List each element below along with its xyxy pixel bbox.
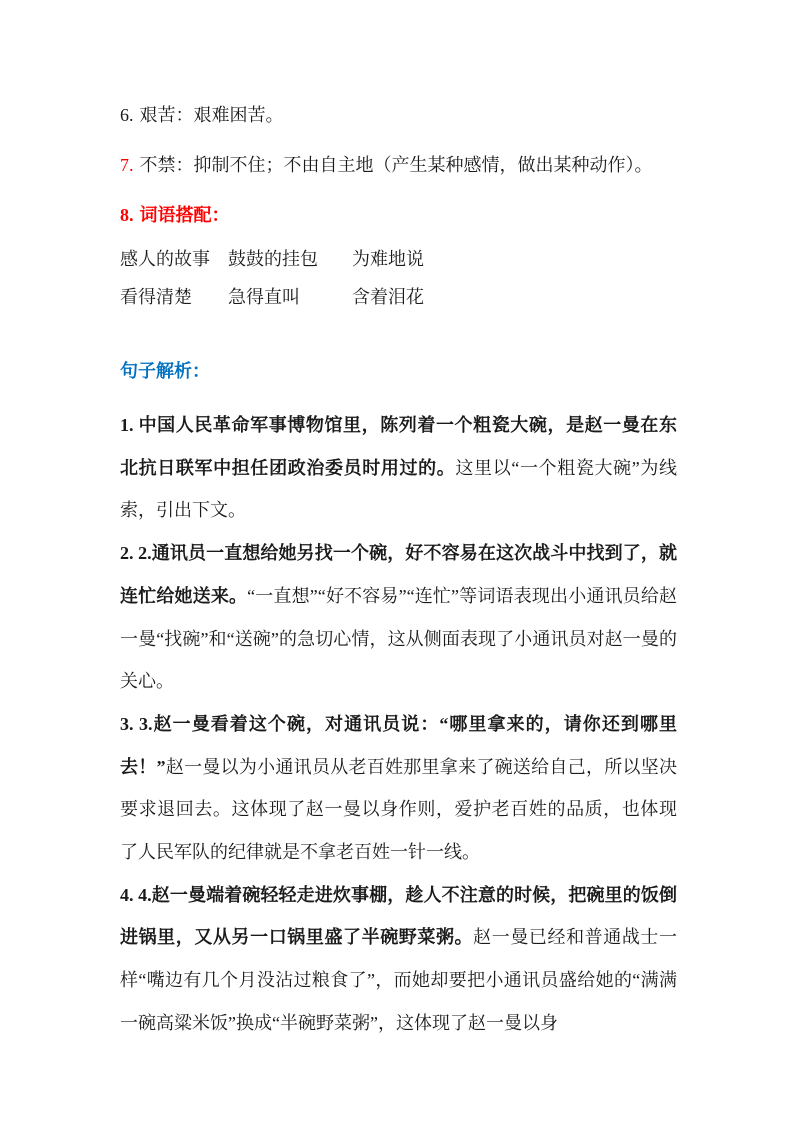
word-cell: 感人的故事 [120,249,210,269]
quoted-sentence: 4. 4.赵一曼端着碗轻轻走进炊事棚，趁人不注意的时候，把碗里的饭倒进锅里，又从另一口锅里盛了半碗野菜粥。 [120,884,677,948]
item-text: 不禁：抑制不住；不由自主地（产生某种感情，做出某种动作）。 [139,155,653,175]
word-cell: 为难地说 [352,249,424,269]
analysis-paragraph-1 [120,404,677,532]
quoted-sentence: 1. 中国人民革命军事博物馆里，陈列着一个粗瓷大碗，是赵一曼在东北抗日联军中担任团政治委员时用过的。 [120,415,677,478]
quoted-sentence: 3. 3.赵一曼看着这个碗，对通讯员说：“哪里拿来的，请你还到哪里去！” [120,713,677,777]
explanation-text: 这里以“一个粗瓷大碗”为线索，引出下文。 [120,457,678,521]
analysis-paragraph-4 [120,874,677,1045]
section-title-sentence-analysis: 句子解析： [120,361,210,381]
word-collocation-row [120,240,677,278]
definition-item-7 [120,140,677,190]
word-cell: 鼓鼓的挂包 [228,249,318,269]
word-cell: 看得清楚 [120,287,192,307]
item-number: 8. [120,205,134,225]
quoted-sentence: 2. 2.通讯员一直想给她另找一个碗，好不容易在这次战斗中找到了，就连忙给她送来。 [120,543,677,606]
analysis-paragraph-2 [120,532,677,703]
explanation-text: 赵一曼已经和普通战士一样“嘴边有几个月没沾过粮食了”，而她却要把小通讯员盛给她的“满满一碗高粱米饭”换成“半碗野菜粥”，这体现了赵一曼以身 [120,927,678,1033]
item-text: 艰苦：艰难困苦。 [139,105,284,125]
item-text: 词语搭配： [139,205,230,225]
analysis-paragraph-3 [120,703,677,874]
explanation-text: “一直想”“好不容易”“连忙”等词语表现出小通讯员给赵一曼“找碗”和“送碗”的急切心情，这从侧面表现了小通讯员对赵一曼的关心。 [120,585,678,692]
item-number: 6. [120,105,134,125]
word-cell: 含着泪花 [352,287,424,307]
definition-item-6 [120,90,677,140]
word-cell: 急得直叫 [228,287,300,307]
word-collocation-row [120,278,677,316]
explanation-text: 赵一曼以为小通讯员从老百姓那里拿来了碗送给自己，所以坚决要求退回去。这体现了赵一曼以身作则，爱护老百姓的品质，也体现了人民军队的纪律就是不拿老百姓一针一线。 [120,756,678,863]
definition-item-8 [120,190,677,240]
item-number: 7. [120,155,134,175]
